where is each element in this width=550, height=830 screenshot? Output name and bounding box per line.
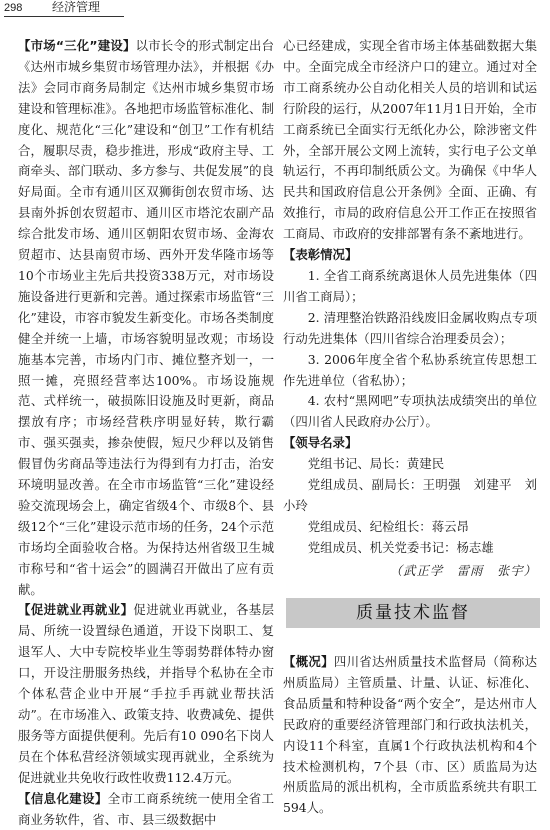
paragraph-continued: 心已经建成，实现全省市场主体基础数据大集中。全面完成全市经济户口的建立。通过对全市工商系统办公自动化相关人员的培训和试运行阶段的运行，从2007年11月1日开始，全市工商系统已全面实行无纸化办公，除涉密文件外，全部开展公文网上流转，实行电子公文单轨运行，不再印制纸质公文。为确保《中华人民共和国政府信息公开条例》全面、正确、有效推行，市局的政府信息公开工作正在按照省工商局、市政府的安排部署有条不紊地进行。 xyxy=(283,38,537,242)
leader-item: 党组成员、机关党委书记：杨志雄 xyxy=(307,539,494,555)
leader-item: 党组成员、纪检组长：蒋云昂 xyxy=(307,518,469,534)
overview-block xyxy=(283,652,537,819)
section-banner: 质量技术监督 xyxy=(286,598,540,628)
section-title: 经济管理 xyxy=(52,0,101,14)
awards-heading: 【表彰情况】 xyxy=(283,247,358,263)
paragraph-employment xyxy=(18,600,274,788)
award-item: 3. 2006年度全省个私协系统宣传思想工作先进单位（省私协）； xyxy=(283,351,537,388)
paragraph-info xyxy=(18,789,274,830)
employment-heading: 【促进就业再就业】 xyxy=(18,602,134,618)
page-header xyxy=(4,0,124,17)
overview-heading: 【概况】 xyxy=(283,654,334,669)
market-heading: 【市场“三化”建设】 xyxy=(18,38,136,53)
overview-text: 四川省达州质量技术监督局（简称达州质监局）主管质量、计量、认证、标准化、食品质量和特种设备“两个安全”，是达州市人民政府的重要经济管理部门和行政执法机关，内设11个科室，直属1个行政执法机构和4个技术检测机构，7个县（市、区）质监局为达州质监局的派出机构，全市质监系统共有职工594人。 xyxy=(283,654,538,816)
employment-text: 促进就业再就业，各基层局、所统一设置绿色通道，开设下岗职工、复退军人、大中专院校毕业生等弱势群体特办窗口，开设注册服务热线，并指导个私协在全市个体私营企业中开展“手拉手再就业帮扶活动”。在市场准入、政策支持、收费减免、提供服务等方面提供便利。先后有10 090名下岗人员在个体私营经济领域实现再就业，全系统为促进就业共免收行政性收费112.4万元。 xyxy=(18,602,275,785)
market-text: 以市长令的形式制定出台《达州市城乡集贸市场管理办法》，并根据《办法》会同市商务局制定《达州市城乡集贸市场建设和管理标准》。各地把市场监管标准化、制度化、规范化“三化”建设和“创卫”工作有机结合，履职尽责，稳步推进，形成“政府主导、工商牵头、部门联动、多方参与、共促发展”的良好局面。全市有通川区双狮街创农贸市场、达县南外拆创农贸超市、通川区市塔沱农副产品综合批发市场、通川区朝阳农贸市场、金海农贸超市、达县南贸市场、西外开发华隆市场等10个市场业主先后共投资338万元，对市场设施设备进行更新和完善。通过探索市场监管“三化”建设，市容市貌发生新变化。市场各类制度健全并统一上墙，市场容貌明显改观；市场设施基本完善，市场内门市、摊位整齐划一，一照一摊，亮照经营率达100%。市场设施规范、式样统一，破损陈旧设施及时更新，商品摆放有序；市场经营秩序明显好转，欺行霸市、强买强卖，掺杂使假，短尺少秤以及销售假冒伪劣商品等违法行为得到有力打击，治安环境明显改善。在全市市场监管“三化”建设经验交流现场会上，确定省级4个、市级8个、县级12个“三化”建设示范市场的任务，24个示范市场均全面验收合格。为保持达州省级卫生城市称号和“省十运会”的圆满召开做出了应有贡献。 xyxy=(18,38,274,597)
leader-item: 党组书记、局长：黄建民 xyxy=(307,456,445,472)
award-item: 2. 清理整治铁路沿线废旧金属收购点专项行动先进集体（四川省综合治理委员会）； xyxy=(283,309,537,346)
award-item: 1. 全省工商系统离退休人员先进集体（四川省工商局）； xyxy=(283,267,537,304)
author-credit: （武正学 雷雨 张宇） xyxy=(389,563,537,578)
award-item: 4. 农村“黑网吧”专项执法成绩突出的单位（四川省人民政府办公厅）。 xyxy=(283,393,537,430)
info-heading: 【信息化建设】 xyxy=(18,790,108,806)
left-column xyxy=(18,36,274,830)
paragraph-market xyxy=(18,36,274,600)
leader-item: 党组成员、副局长：王明强 刘建平 刘小玲 xyxy=(283,477,537,513)
page-number: 298 xyxy=(4,2,23,14)
right-column xyxy=(283,36,537,559)
paragraph-overview xyxy=(283,652,537,819)
info-text: 全市工商系统统一使用全省工商业务软件，省、市、县三级数据中 xyxy=(18,790,275,827)
leaders-heading: 【领导名录】 xyxy=(283,435,358,451)
